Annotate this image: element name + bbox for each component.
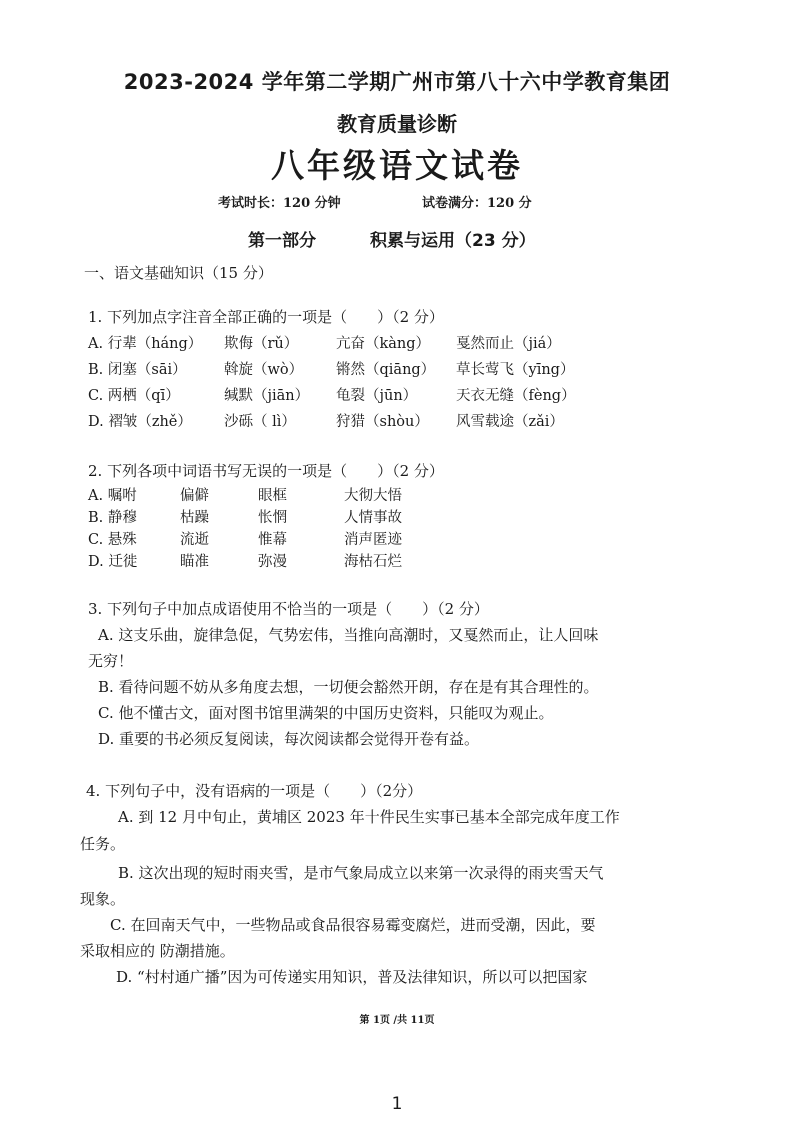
q3-option-c: C. 他不懂古文，面对图书馆里满架的中国历史资料，只能叹为观止。: [98, 704, 554, 722]
part-label: 第一部分: [248, 231, 316, 251]
q4-option-a-line1: A. 到 12 月中旬止，黄埔区 2023 年十件民生实事已基本全部完成年度工作: [118, 808, 620, 826]
q2-option-d-2: 瞄准: [180, 554, 209, 570]
q1-option-d-2: 沙砾（ lì）: [224, 414, 296, 430]
q1-option-d-3: 狩猎（shòu）: [336, 414, 429, 430]
q2-option-d-1: D. 迁徙: [88, 554, 138, 570]
q1-option-a-1: A. 行辈（háng）: [88, 336, 203, 352]
q2-option-d-3: 弥漫: [258, 554, 287, 570]
q2-option-c-2: 流逝: [180, 532, 209, 548]
q1-option-a-3: 亢奋（kàng）: [336, 336, 431, 352]
exam-duration: 考试时长：120 分钟: [218, 196, 341, 211]
q1-option-d-1: D. 褶皱（zhě）: [88, 414, 192, 430]
q3-option-d: D. 重要的书必须反复阅读，每次阅读都会觉得开卷有益。: [98, 730, 480, 748]
q1-option-c-2: 缄默（jiān）: [224, 388, 310, 404]
question-2-stem: 2. 下列各项中词语书写无误的一项是（ ）（2 分）: [88, 462, 444, 480]
q1-option-a-4: 戛然而止（jiá）: [456, 336, 561, 352]
q2-option-d-4: 海枯石烂: [344, 554, 402, 570]
question-3-stem: 3. 下列句子中加点成语使用不恰当的一项是（ ）（2 分）: [88, 600, 489, 618]
q2-option-a-3: 眼框: [258, 488, 287, 504]
q2-option-c-1: C. 悬殊: [88, 532, 137, 548]
page-number: 1: [391, 1094, 403, 1114]
page-info: 第 1页 /共 11页: [359, 1015, 435, 1026]
q2-option-b-4: 人情事故: [344, 510, 402, 526]
q2-option-b-2: 枯躁: [180, 510, 209, 526]
q1-option-a-2: 欺侮（rǔ）: [224, 336, 299, 352]
q3-option-a-line2: 无穷！: [88, 652, 134, 670]
exam-title: 八年级语文试卷: [271, 146, 523, 185]
exam-full-score: 试卷满分：120 分: [422, 196, 532, 211]
q1-option-b-1: B. 闭塞（sāi）: [88, 362, 187, 378]
q4-option-c-line2: 采取相应的 防潮措施。: [80, 942, 235, 960]
question-4-stem: 4. 下列句子中，没有语病的一项是（ ）（2分）: [86, 782, 423, 800]
section-heading: 一、语文基础知识（15 分）: [84, 264, 273, 282]
q4-option-a-line2: 任务。: [80, 835, 126, 853]
part-name: 积累与运用（23 分）: [370, 231, 536, 251]
q2-option-a-1: A. 嘱咐: [88, 488, 137, 504]
q1-option-b-3: 锵然（qiāng）: [336, 362, 436, 378]
q1-option-c-1: C. 两栖（qī）: [88, 388, 180, 404]
q1-option-b-2: 斡旋（wò）: [224, 362, 304, 378]
q4-option-d-line1: D. “村村通广播”因为可传递实用知识，普及法律知识，所以可以把国家: [116, 968, 588, 986]
q3-option-b: B. 看待问题不妨从多角度去想，一切便会豁然开朗，存在是有其合理性的。: [98, 678, 599, 696]
q2-option-c-3: 惟幕: [258, 532, 287, 548]
q4-option-b-line1: B. 这次出现的短时雨夹雪，是市气象局成立以来第一次录得的雨夹雪天气: [118, 864, 604, 882]
exam-subtitle: 教育质量诊断: [337, 112, 457, 136]
q2-option-a-2: 偏僻: [180, 488, 209, 504]
q1-option-b-4: 草长莺飞（yīng）: [456, 362, 575, 378]
q3-option-a-line1: A. 这支乐曲，旋律急促，气势宏伟，当推向高潮时，又戛然而止，让人回味: [98, 626, 599, 644]
q4-option-b-line2: 现象。: [80, 890, 126, 908]
q2-option-c-4: 消声匿迹: [344, 532, 402, 548]
question-1-stem: 1. 下列加点字注音全部正确的一项是（ ）（2 分）: [88, 308, 444, 326]
q2-option-a-4: 大彻大悟: [344, 488, 402, 504]
q1-option-c-4: 天衣无缝（fèng）: [456, 388, 576, 404]
school-title: 2023-2024 学年第二学期广州市第八十六中学教育集团: [123, 70, 671, 94]
q4-option-c-line1: C. 在回南天气中，一些物品或食品很容易霉变腐烂，进而受潮，因此，要: [110, 916, 596, 934]
q2-option-b-1: B. 静穆: [88, 510, 137, 526]
q2-option-b-3: 怅惘: [258, 510, 287, 526]
q1-option-c-3: 龟裂（jūn）: [336, 388, 418, 404]
q1-option-d-4: 风雪载途（zǎi）: [456, 414, 564, 430]
